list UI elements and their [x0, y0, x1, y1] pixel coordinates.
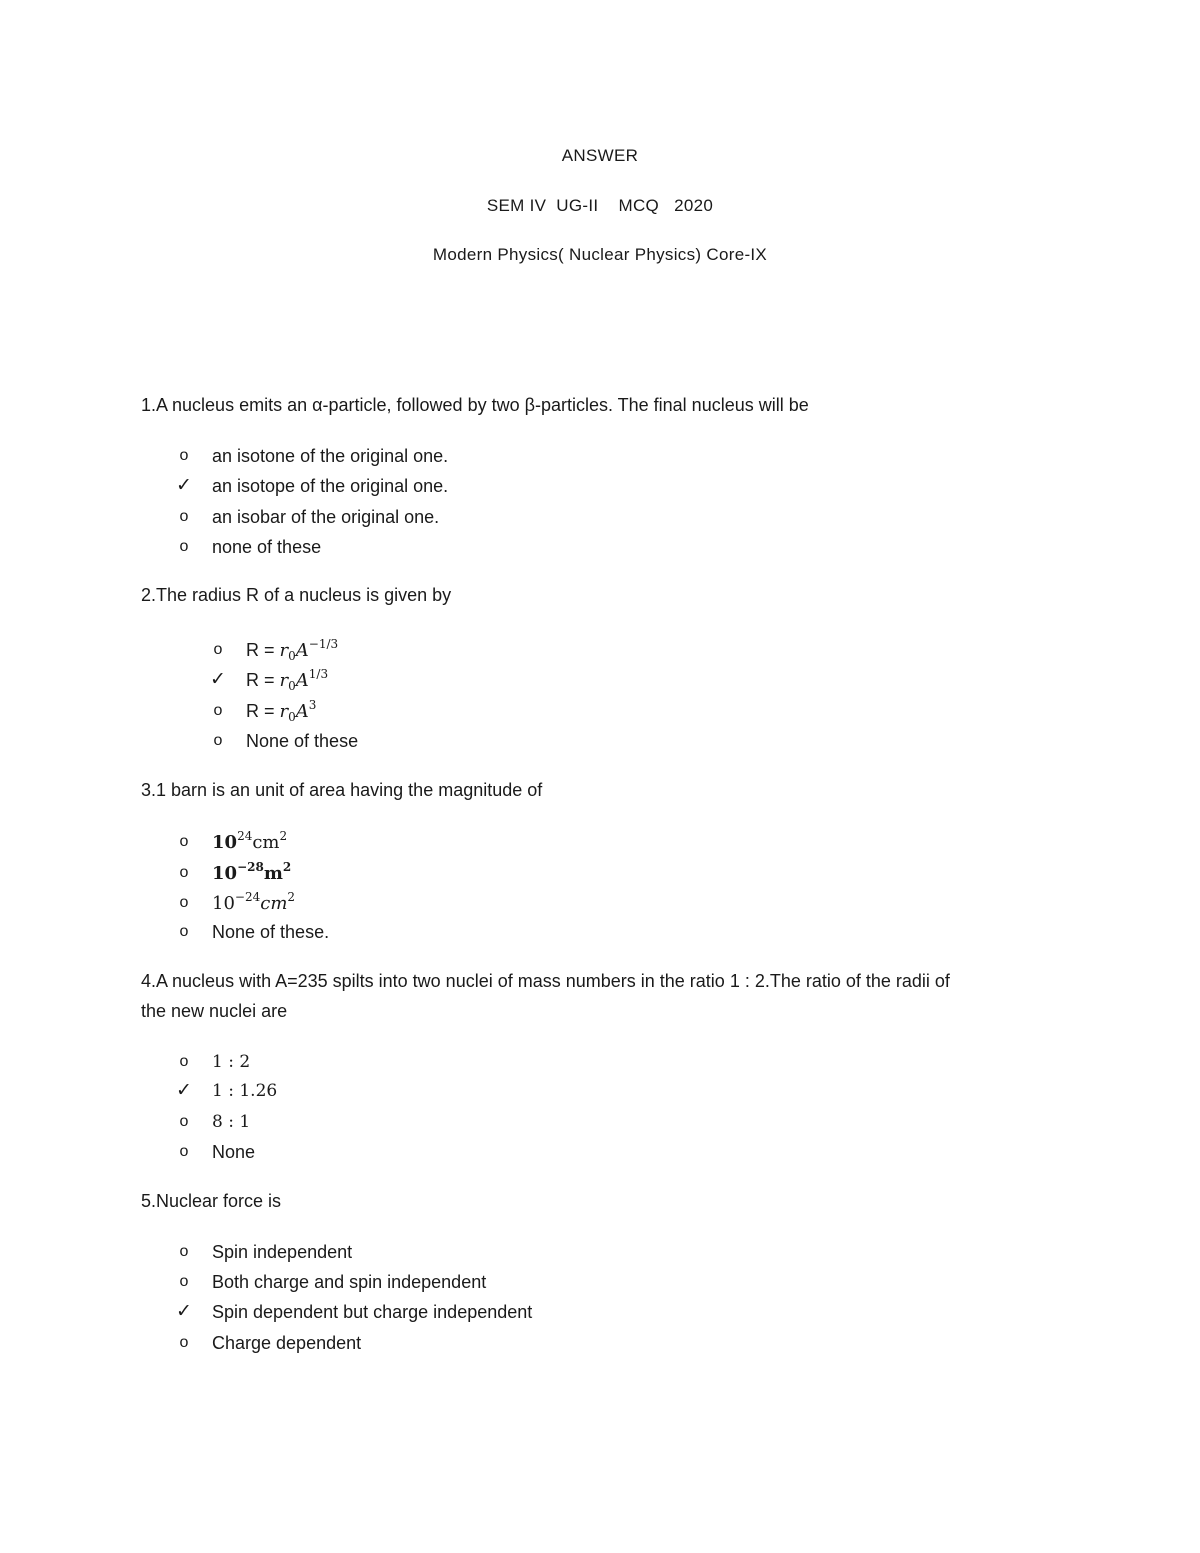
- course-title: Modern Physics( Nuclear Physics) Core-IX: [432, 245, 768, 264]
- bullet-marker: o: [213, 732, 223, 749]
- formula-sub: 0: [288, 679, 296, 693]
- formula-prefix: R =: [246, 640, 280, 660]
- formula-unit-exp: 2: [279, 829, 288, 843]
- bullet-marker: o: [179, 1243, 189, 1260]
- formula-base: 10: [212, 863, 238, 884]
- page-title: ANSWER: [561, 146, 639, 165]
- question-2: 2.The radius R of a nucleus is given by: [141, 585, 452, 605]
- option-4b: 1 : 1.26: [212, 1081, 278, 1101]
- formula-exp: −1/3: [308, 637, 339, 651]
- bullet-marker: o: [179, 1273, 189, 1290]
- bullet-marker: o: [179, 538, 189, 555]
- bullet-marker: o: [213, 641, 223, 658]
- formula-base: r: [279, 701, 289, 722]
- formula-unit: m: [263, 863, 283, 884]
- option-2b: [246, 668, 328, 693]
- question-1: 1.A nucleus emits an α-particle, followed by two β-particles. The final nucleus will be: [141, 395, 809, 415]
- formula-exp: 24: [237, 829, 253, 843]
- option-1c: an isobar of the original one.: [212, 507, 440, 527]
- formula-base: r: [279, 670, 289, 691]
- bullet-marker: o: [179, 894, 189, 911]
- bullet-marker: o: [179, 1143, 189, 1160]
- formula-var: A: [295, 640, 309, 661]
- option-2a: [246, 638, 338, 663]
- formula-unit: cm: [260, 893, 288, 914]
- option-2d: None of these: [246, 731, 359, 751]
- formula-base: 10: [212, 832, 238, 853]
- option-4c: 8 : 1: [212, 1112, 251, 1132]
- formula-exp: −24: [234, 890, 261, 904]
- formula-base: r: [279, 640, 289, 661]
- option-5b: Both charge and spin independent: [212, 1272, 487, 1292]
- question-4-line-1: 4.A nucleus with A=235 spilts into two nuclei of mass numbers in the ratio 1 : 2.The ratio of the radii of: [141, 971, 950, 991]
- question-4-line-2: the new nuclei are: [141, 1001, 288, 1021]
- option-4d: None: [212, 1142, 256, 1162]
- option-1a: an isotone of the original one.: [212, 446, 449, 466]
- option-5c: Spin dependent but charge independent: [212, 1302, 533, 1322]
- formula-unit-exp: 2: [287, 890, 296, 904]
- option-3d: None of these.: [212, 922, 330, 942]
- formula-var: A: [295, 701, 309, 722]
- formula-exp: 3: [308, 698, 317, 712]
- formula-sub: 0: [288, 649, 296, 663]
- bullet-marker: o: [179, 864, 189, 881]
- option-3b: [212, 861, 291, 886]
- formula-unit: cm: [252, 832, 280, 853]
- formula-var: A: [295, 670, 309, 691]
- formula-unit-exp: 2: [282, 860, 292, 874]
- question-3: 3.1 barn is an unit of area having the magnitude of: [141, 780, 543, 800]
- check-icon: ✓: [210, 668, 226, 690]
- bullet-marker: o: [179, 447, 189, 464]
- option-3a: [212, 830, 287, 855]
- formula-prefix: R =: [246, 670, 280, 690]
- option-5d: Charge dependent: [212, 1333, 362, 1353]
- question-5: 5.Nuclear force is: [141, 1191, 282, 1211]
- bullet-marker: o: [179, 508, 189, 525]
- check-icon: ✓: [176, 1079, 192, 1101]
- bullet-marker: o: [179, 1113, 189, 1130]
- option-4a: 1 : 2: [212, 1052, 251, 1072]
- formula-exp: −28: [237, 860, 264, 874]
- bullet-marker: o: [213, 702, 223, 719]
- bullet-marker: o: [179, 923, 189, 940]
- check-icon: ✓: [176, 474, 192, 496]
- option-3c: [212, 891, 295, 916]
- bullet-marker: o: [179, 833, 189, 850]
- option-1d: none of these: [212, 537, 322, 557]
- check-icon: ✓: [176, 1300, 192, 1322]
- bullet-marker: o: [179, 1334, 189, 1351]
- option-5a: Spin independent: [212, 1242, 353, 1262]
- formula-base: 10: [212, 893, 235, 914]
- option-2c: [246, 699, 316, 724]
- formula-prefix: R =: [246, 701, 280, 721]
- option-1b: an isotope of the original one.: [212, 476, 449, 496]
- formula-sub: 0: [288, 710, 296, 724]
- page-subtitle: SEM IV UG-II MCQ 2020: [486, 196, 714, 215]
- formula-exp: 1/3: [308, 667, 329, 681]
- bullet-marker: o: [179, 1053, 189, 1070]
